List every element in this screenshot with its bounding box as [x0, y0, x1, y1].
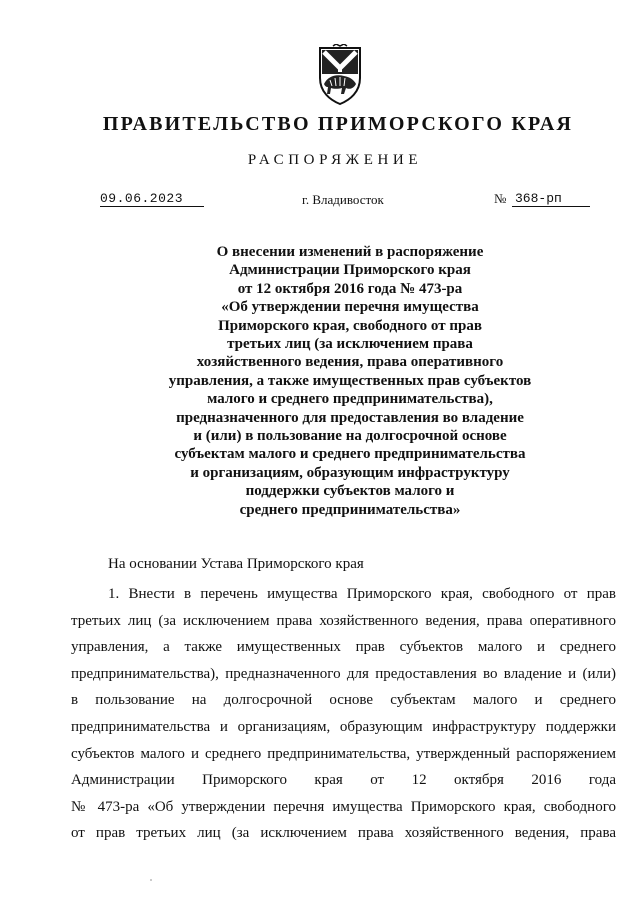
body-line: Администрации Приморского края от 12 октября 2016 года: [71, 772, 616, 789]
body-line: предпринимательства и организациям, образующим инфраструктуру поддержки: [71, 718, 616, 735]
body-line: 1. Внести в перечень имущества Приморского края, свободного от прав: [108, 586, 616, 602]
subject-line: управления, а также имущественных прав субъектов: [168, 372, 532, 389]
subject-line: поддержки субъектов малого и: [245, 483, 455, 500]
subject-line: от 12 октября 2016 года № 473-ра: [237, 280, 463, 297]
subject-line: среднего предпринимательства»: [239, 501, 461, 518]
subject-line: третьих лиц (за исключением права: [227, 336, 473, 353]
subject-line: Приморского края, свободного от прав: [218, 317, 482, 334]
body-line: управления, а также имущественных прав субъектов малого и среднего: [71, 639, 616, 656]
body-line: в пользование на долгосрочной основе субъектам малого и среднего: [71, 692, 616, 709]
document-city: г. Владивосток: [302, 192, 384, 207]
body-line: третьих лиц (за исключением права хозяйственного ведения, права оперативного: [71, 612, 616, 629]
body-line: от прав третьих лиц (за исключением права хозяйственного ведения, права: [71, 825, 616, 842]
body-paragraph: [71, 581, 616, 847]
scan-speck: [150, 879, 152, 881]
subject-line: предназначенного для предоставления во владение: [176, 409, 524, 426]
government-title: ПРАВИТЕЛЬСТВО ПРИМОРСКОГО КРАЯ: [102, 113, 574, 135]
subject-line: хозяйственного ведения, права оперативного: [196, 354, 504, 371]
body-line: № 473-ра «Об утверждении перечня имущества Приморского края, свободного: [71, 798, 616, 815]
body-line: субъектов малого и среднего предпринимательства, утвержденный распоряжением: [71, 745, 616, 762]
subject-line: и организациям, образующим инфраструктуру: [190, 464, 510, 481]
primorye-coat-of-arms-icon: [316, 44, 364, 106]
body-line: предпринимательства), предназначенного для предоставления во владение и (или): [71, 665, 616, 682]
document-type: РАСПОРЯЖЕНИЕ: [247, 152, 423, 168]
basis-paragraph: На основании Устава Приморского края: [108, 556, 364, 572]
subject-line: и (или) в пользование на долгосрочной основе: [193, 428, 507, 445]
document-number: 368-рп: [512, 191, 590, 207]
subject-line: субъектам малого и среднего предпринимательства: [174, 446, 526, 463]
subject-line: О внесении изменений в распоряжение: [216, 244, 484, 260]
document-date: 09.06.2023: [100, 191, 204, 207]
document-subject: [150, 243, 550, 519]
subject-line: «Об утверждении перечня имущества: [221, 299, 479, 316]
document-number-label: №: [494, 191, 507, 206]
subject-line: малого и среднего предпринимательства),: [207, 391, 493, 408]
subject-line: Администрации Приморского края: [229, 262, 471, 279]
